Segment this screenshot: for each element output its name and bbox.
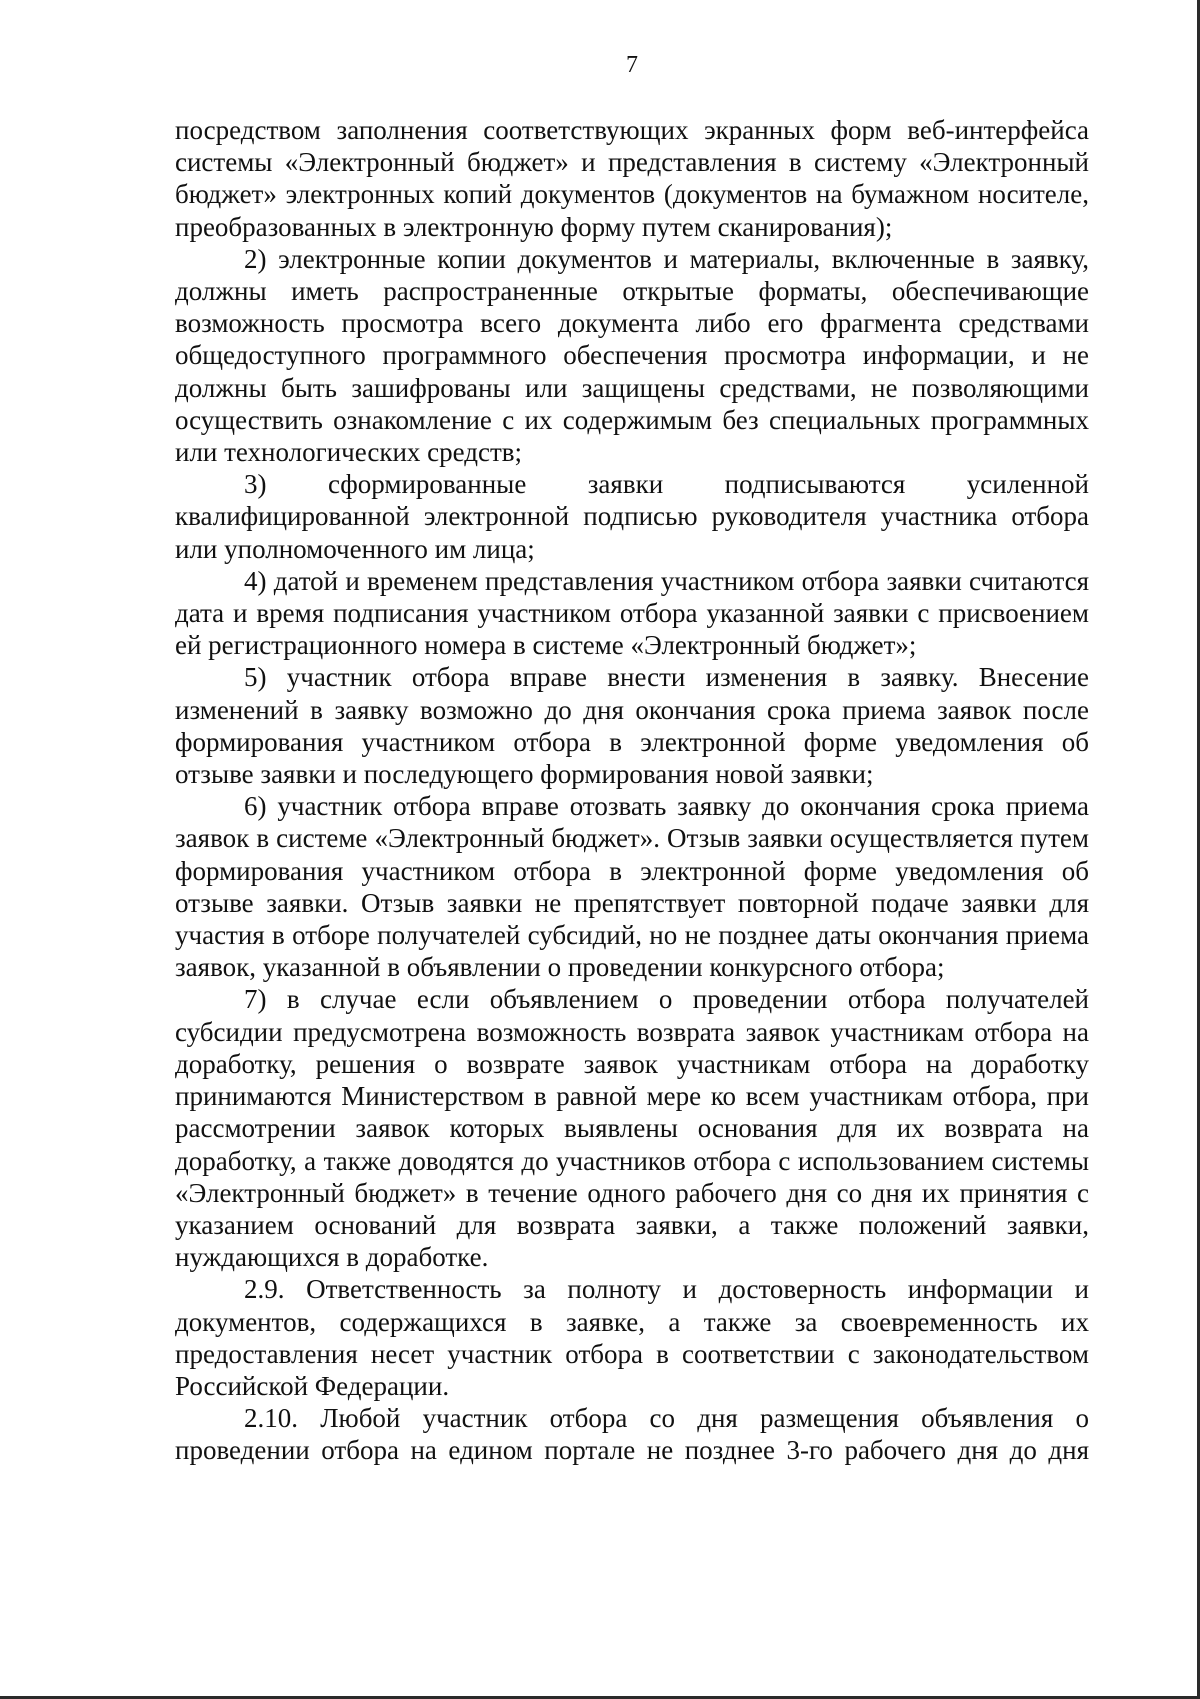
paragraph-item-7: 7) в случае если объявлением о проведении отбора получателей субсидии предусмотрена возможность возврата заявок участникам отбора на доработку, решения о возврате заявок участникам отбора на доработку принимаются Министерством в равной мере ко всем участникам отбора, при рассмотрении заявок которых выявлены основания для их возврата на доработку, а также доводятся до участников отбора с использованием системы «Электронный бюджет» в течение одного рабочего дня со дня их принятия с указанием оснований для возврата заявки, а также положений заявки, нуждающихся в доработке. [175, 984, 1089, 1273]
paragraph-section-2-9: 2.9. Ответственность за полноту и достоверность информации и документов, содержащихся в заявке, а также за своевременность их предоставления несет участник отбора в соответствии с законодательством Российской Федерации. [175, 1274, 1089, 1401]
document-body [175, 114, 1089, 1467]
paragraph-continuation: посредством заполнения соответствующих экранных форм веб-интерфейса системы «Электронный бюджет» и представления в систему «Электронный бюджет» электронных копий документов (документов на бумажном носителе, преобразованных в электронную форму путем сканирования); [175, 115, 1089, 242]
page-number: 7 [626, 52, 638, 78]
paragraph-section-2-10: 2.10. Любой участник отбора со дня размещения объявления о проведении отбора на едином портале не позднее 3-го рабочего дня до дня [175, 1403, 1089, 1466]
paragraph-item-4: 4) датой и временем представления участником отбора заявки считаются дата и время подписания участником отбора указанной заявки с присвоением ей регистрационного номера в системе «Электронный бюджет»; [175, 565, 1089, 661]
paragraph-item-2: 2) электронные копии документов и материалы, включенные в заявку, должны иметь распространенные открытые форматы, обеспечивающие возможность просмотра всего документа либо его фрагмента средствами общедоступного программного обеспечения просмотра информации, и не должны быть зашифрованы или защищены средствами, не позволяющими осуществить ознакомление с их содержимым без специальных программных или технологических средств; [175, 243, 1089, 468]
paragraph-item-6: 6) участник отбора вправе отозвать заявку до окончания срока приема заявок в системе «Электронный бюджет». Отзыв заявки осуществляется путем формирования участником отбора в электронной форме уведомления об отзыве заявки. Отзыв заявки не препятствует повторной подаче заявки для участия в отборе получателей субсидий, но не позднее даты окончания приема заявок, указанной в объявлении о проведении конкурсного отбора; [175, 791, 1089, 983]
paragraph-item-5: 5) участник отбора вправе внести изменения в заявку. Внесение изменений в заявку возможно до дня окончания срока приема заявок после формирования участником отбора в электронной форме уведомления об отзыве заявки и последующего формирования новой заявки; [175, 662, 1089, 790]
paragraph-item-3: 3) сформированные заявки подписываются усиленной квалифицированной электронной подписью руководителя участника отбора или уполномоченного им лица; [175, 469, 1089, 564]
